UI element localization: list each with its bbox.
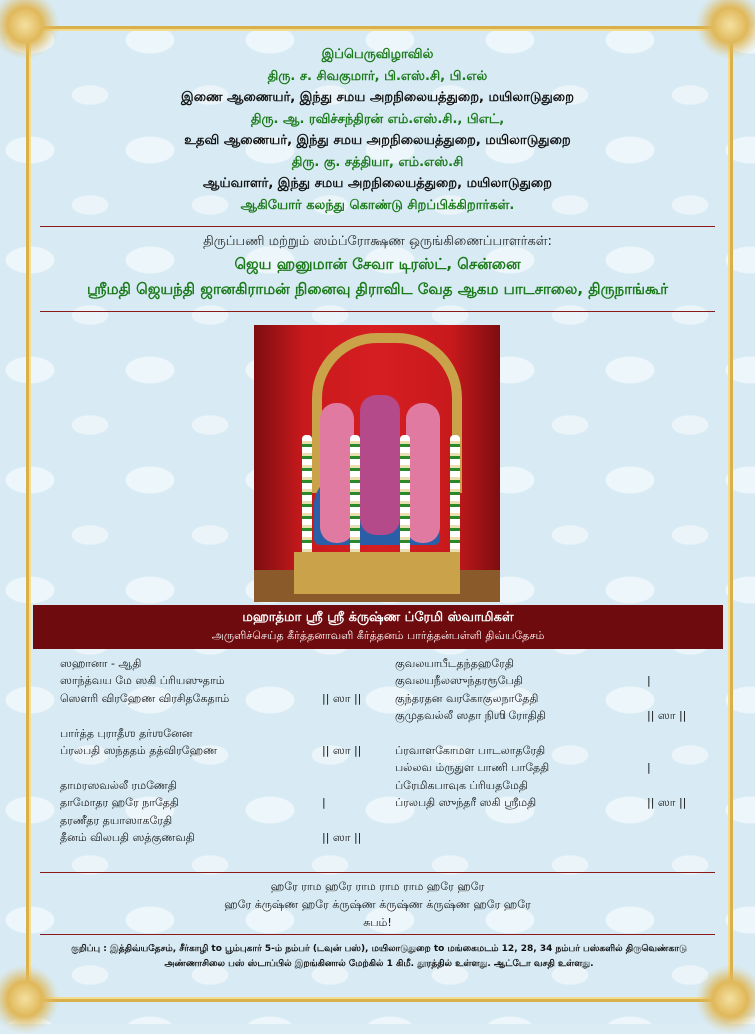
note-line: குறிப்பு : இத்திவ்யதேசம், சீர்காழி to பூம்புகார் 5-ம் நம்பர் (டவுன் பஸ்), மயிலாடுதுறை to மங்கைமடம் 12, 28, 34 நம்பர் பஸ்களில் திருவெண்காடு xyxy=(71,944,687,954)
verse-line: ப்ரலபதி ஸந்ததம் தத்விரஹேண || ஸா || xyxy=(60,743,362,757)
coordinators-section xyxy=(40,232,715,302)
verse-line: ப்ரவாளகோமள பாடலாதரேதி xyxy=(395,743,546,757)
verse-line xyxy=(395,725,695,742)
verse-line: ப்ரேமிகபாவுக ப்ரியதமேதி xyxy=(395,778,528,792)
swamigal-banner xyxy=(33,605,723,649)
verse-line: தீனம் விலபதி ஸத்குணவதி || ஸா || xyxy=(60,830,362,844)
verse-line: தாமோதர ஹரே நாதேதி | xyxy=(60,796,326,810)
verse-line: குந்தரதன வரகோகுலநாதேதி xyxy=(395,691,539,705)
mantra-line: ஹரே க்ருஷ்ண ஹரே க்ருஷ்ண க்ருஷ்ண க்ருஷ்ண ஹரே ஹரே xyxy=(224,898,531,911)
dignitary-name: திரு. கு. சத்தியா, எம்.எஸ்.சி xyxy=(291,154,464,170)
verse-line: குவலயாபீடதந்தஹரேதி xyxy=(395,657,514,670)
mantra-line: ஹரே ராம ஹரே ராம ராம ராம ஹரே ஹரே xyxy=(270,880,485,893)
verse-line: தாமரஸவல்லீ ரமணேதி xyxy=(60,778,177,792)
dignitary-title: ஆய்வாளர், இந்து சமய அறநிலையத்துறை, மயிலாடுதுறை xyxy=(203,176,552,191)
dignitary-name: திரு. ஆ. ரவிச்சந்திரன் எம்.எஸ்.சி., பிஎட், xyxy=(250,111,505,127)
divider xyxy=(40,934,715,935)
verse-line: தரணீதர தயாஸாகரேதி xyxy=(60,813,173,827)
divider xyxy=(40,872,715,873)
verse-line: ஸாந்த்வய மே ஸகி ப்ரியஸுதாம் xyxy=(60,674,225,688)
verse-line xyxy=(60,759,380,776)
mantra-section xyxy=(40,878,715,932)
deity-photo xyxy=(254,325,500,602)
dignitary-name: திரு. ச. சிவகுமார், பி.எஸ்.சி, பி.எல் xyxy=(267,68,488,84)
mantra-closing: சுபம்! xyxy=(363,916,392,929)
intro-line: இப்பெருவிழாவில் xyxy=(321,47,434,62)
verse-line xyxy=(60,707,380,724)
coordinators-heading: திருப்பணி மற்றும் ஸம்ப்ரோக்ஷண ஒருங்கிணைப்பாளர்கள்: xyxy=(203,234,552,249)
verse-line: குவலயநீலஸுந்தரரூபேதி | xyxy=(395,674,651,688)
banner-title: மஹாத்மா ஸ்ரீ ஸ்ரீ க்ருஷ்ண ப்ரேமி ஸ்வாமிகள் xyxy=(242,610,514,625)
divider xyxy=(40,311,715,312)
kirtanam-left-column xyxy=(60,655,380,846)
banner-subtitle: அருளிச்செய்த கீர்த்தனாவளி கீர்த்தனம் பார்த்தன்பள்ளி திவ்யதேசம் xyxy=(211,629,545,642)
verse-line: பல்லவ ம்ருதுள பாணி பாதேதி | xyxy=(395,761,651,775)
intro-closing: ஆகியோர் கலந்து கொண்டு சிறப்பிக்கிறார்கள். xyxy=(240,197,515,213)
verse-line: பார்த்த புராதீஶ தர்ஶனேன xyxy=(60,726,193,740)
dignitary-title: உதவி ஆணையர், இந்து சமய அறநிலையத்துறை, மயிலாடுதுறை xyxy=(184,133,571,148)
verse-line: ஸௌரி விரஹேண விரசிதகேதாம் || ஸா || xyxy=(60,691,362,705)
coordinator-org: ஜெய ஹனுமான் சேவா டிரஸ்ட், சென்னை xyxy=(234,255,521,273)
travel-note xyxy=(44,942,714,972)
verse-line: ஸஹானா - ஆதி xyxy=(60,657,142,670)
kirtanam-right-column xyxy=(395,655,695,812)
dignitaries-section xyxy=(40,44,715,216)
verse-line: குமுதவல்லீ ஸதா நிஶி ரோதிதி || ஸா || xyxy=(395,709,687,723)
verse-line: ப்ரலபதி ஸுந்தரீ ஸகி ஸ்ரீமதி || ஸா || xyxy=(395,796,687,810)
coordinator-org: ஸ்ரீமதி ஜெயந்தி ஜானகிராமன் நினைவு திராவிட வேத ஆகம பாடசாலை, திருநாங்கூர் xyxy=(87,280,668,298)
note-line: அண்ணாசிலை பஸ் ஸ்டாப்பில் இறங்கினால் மேற்கில் 1 கிமீ. தூரத்தில் உள்ளது. ஆட்டோ வசதி உள்ளது. xyxy=(164,959,594,969)
dignitary-title: இணை ஆணையர், இந்து சமய அறநிலையத்துறை, மயிலாடுதுறை xyxy=(181,90,574,105)
divider xyxy=(40,226,715,227)
